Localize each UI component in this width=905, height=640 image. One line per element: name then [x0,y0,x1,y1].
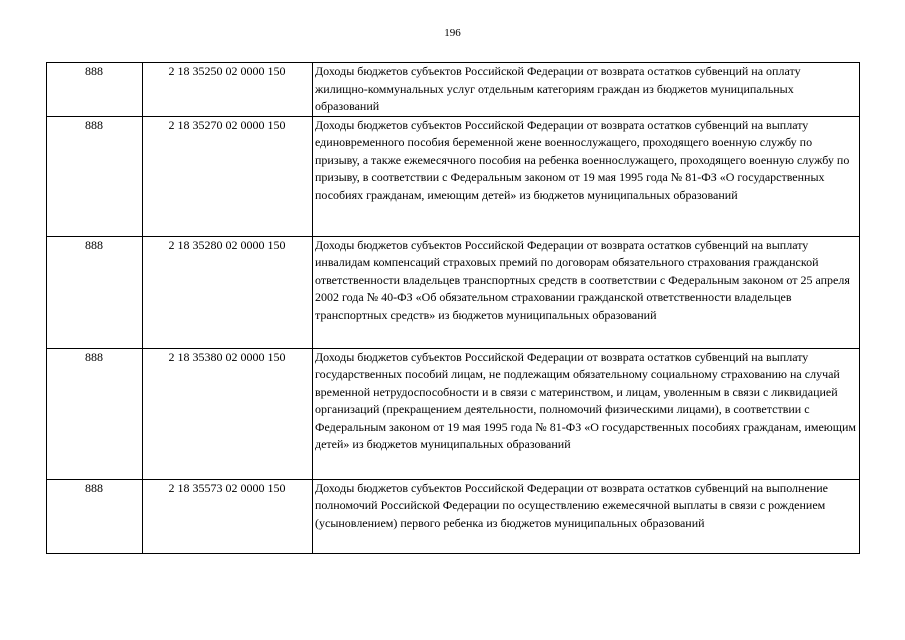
revenue-name-cell: Доходы бюджетов субъектов Российской Федерации от возврата остатков субвенций на выплату единовременного пособия беременной жене военнослужащего, проходящего военную службу по призыву, а также ежемесячного пособия на ребенка военнослужащего, проходящего военную службу по призыву, в соответствии с Федеральным законом от 19 мая 1995 года № 81-ФЗ «О государственных пособиях гражданам, имеющим детей» из бюджетов муниципальных образований [313,116,860,236]
table-row [47,479,860,553]
revenue-name-cell: Доходы бюджетов субъектов Российской Федерации от возврата остатков субвенций на выполнение полномочий Российской Федерации по осуществлению ежемесячной выплаты в связи с рождением (усыновлением) первого ребенка из бюджетов муниципальных образований [313,479,860,553]
table-row [47,63,860,117]
revenue-name-cell: Доходы бюджетов субъектов Российской Федерации от возврата остатков субвенций на выплату государственных пособий лицам, не подлежащим обязательному социальному страхованию на случай временной нетрудоспособности и в связи с материнством, и лицам, уволенным в связи с ликвидацией организаций (прекращением деятельности, полномочий физическими лицами), в соответствии с Федеральным законом от 19 мая 1995 года № 81-ФЗ «О государственных пособиях гражданам, имеющим детей» из бюджетов муниципальных образований [313,348,860,479]
revenue-code-cell: 2 18 35280 02 0000 150 [143,236,313,348]
page-number: 196 [444,27,461,39]
revenue-code-cell: 2 18 35250 02 0000 150 [143,63,313,117]
table-row [47,236,860,348]
revenue-code-cell: 2 18 35573 02 0000 150 [143,479,313,553]
revenue-name-cell: Доходы бюджетов субъектов Российской Федерации от возврата остатков субвенций на оплату жилищно-коммунальных услуг отдельным категориям граждан из бюджетов муниципальных образований [313,63,860,117]
table-row [47,348,860,479]
administrator-code-cell: 888 [47,116,143,236]
revenue-name-cell: Доходы бюджетов субъектов Российской Федерации от возврата остатков субвенций на выплату инвалидам компенсаций страховых премий по договорам обязательного страхования гражданской ответственности владельцев транспортных средств в соответствии с Федеральным законом от 25 апреля 2002 года № 40-ФЗ «Об обязательном страховании гражданской ответственности владельцев транспортных средств» из бюджетов муниципальных образований [313,236,860,348]
budget-classification-table [46,62,860,554]
table-row [47,116,860,236]
administrator-code-cell: 888 [47,479,143,553]
revenue-code-cell: 2 18 35380 02 0000 150 [143,348,313,479]
administrator-code-cell: 888 [47,63,143,117]
administrator-code-cell: 888 [47,236,143,348]
revenue-code-cell: 2 18 35270 02 0000 150 [143,116,313,236]
administrator-code-cell: 888 [47,348,143,479]
